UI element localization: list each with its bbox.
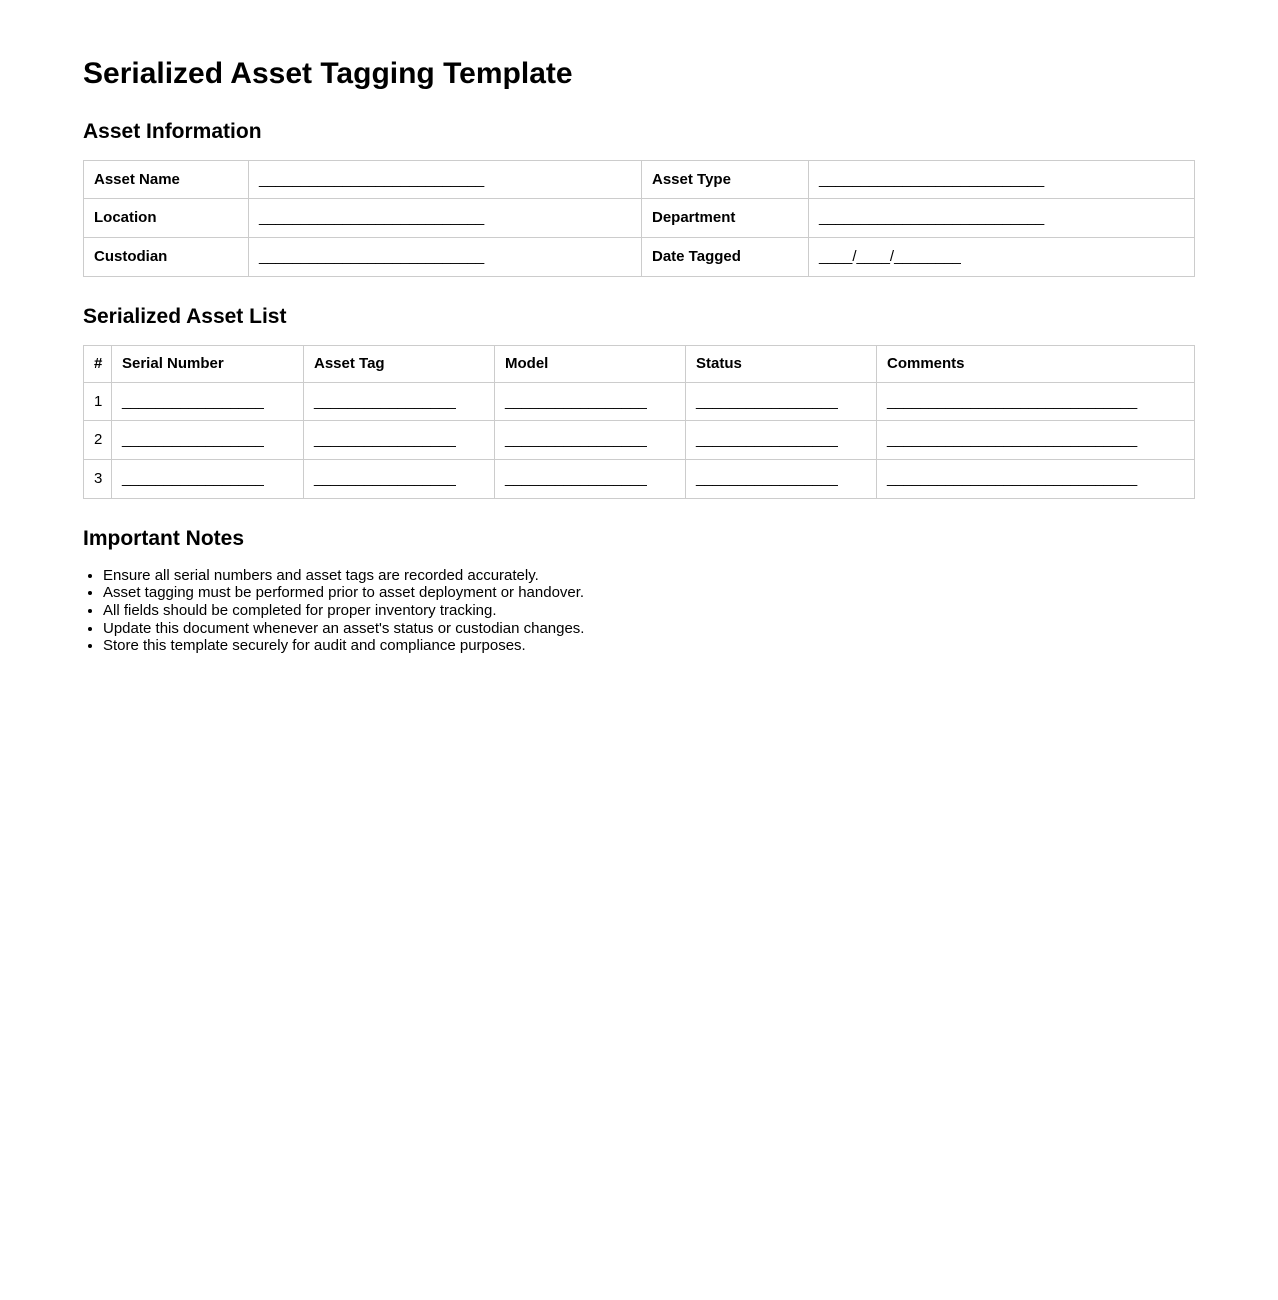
table-row — [84, 238, 1195, 277]
column-header-status: Status — [686, 345, 877, 382]
page-title: Serialized Asset Tagging Template — [83, 57, 573, 90]
table-row — [84, 459, 1195, 498]
asset-information-table — [83, 160, 1195, 277]
cell-comments: ______________________________ — [877, 459, 1195, 498]
column-header-index: # — [84, 345, 112, 382]
serialized-asset-list-table — [83, 345, 1195, 499]
cell-comments: ______________________________ — [877, 421, 1195, 460]
cell-asset-tag: _________________ — [304, 459, 495, 498]
field-line-custodian: ___________________________ — [249, 238, 642, 277]
cell-serial-number: _________________ — [112, 382, 304, 421]
field-line-department: ___________________________ — [809, 199, 1195, 238]
field-label-department: Department — [642, 199, 809, 238]
cell-serial-number: _________________ — [112, 459, 304, 498]
table-row — [84, 382, 1195, 421]
table-header-row — [84, 345, 1195, 382]
cell-asset-tag: _________________ — [304, 421, 495, 460]
field-label-asset-name: Asset Name — [84, 160, 249, 199]
section-heading-serialized-asset-list: Serialized Asset List — [83, 304, 287, 328]
row-index: 3 — [84, 459, 112, 498]
cell-status: _________________ — [686, 421, 877, 460]
list-item: • Update this document whenever an asset's status or custodian changes. — [103, 620, 1195, 638]
cell-comments: ______________________________ — [877, 382, 1195, 421]
field-label-date-tagged: Date Tagged — [642, 238, 809, 277]
cell-asset-tag: _________________ — [304, 382, 495, 421]
cell-status: _________________ — [686, 459, 877, 498]
table-row — [84, 199, 1195, 238]
column-header-serial-number: Serial Number — [112, 345, 304, 382]
list-item: • All fields should be completed for proper inventory tracking. — [103, 602, 1195, 620]
column-header-model: Model — [495, 345, 686, 382]
section-heading-important-notes: Important Notes — [83, 526, 245, 550]
list-item: • Asset tagging must be performed prior to asset deployment or handover. — [103, 584, 1195, 602]
cell-serial-number: _________________ — [112, 421, 304, 460]
field-line-location: ___________________________ — [249, 199, 642, 238]
section-heading-asset-information: Asset Information — [83, 119, 262, 143]
list-item: • Ensure all serial numbers and asset tags are recorded accurately. — [103, 567, 1195, 585]
field-label-asset-type: Asset Type — [642, 160, 809, 199]
cell-status: _________________ — [686, 382, 877, 421]
important-notes-list — [83, 567, 1195, 655]
field-label-location: Location — [84, 199, 249, 238]
table-row — [84, 421, 1195, 460]
table-row — [84, 160, 1195, 199]
field-line-asset-name: ___________________________ — [249, 160, 642, 199]
cell-model: _________________ — [495, 421, 686, 460]
cell-model: _________________ — [495, 382, 686, 421]
field-line-asset-type: ___________________________ — [809, 160, 1195, 199]
column-header-comments: Comments — [877, 345, 1195, 382]
field-line-date-tagged: ____/____/________ — [809, 238, 1195, 277]
field-label-custodian: Custodian — [84, 238, 249, 277]
list-item: • Store this template securely for audit and compliance purposes. — [103, 637, 1195, 655]
row-index: 2 — [84, 421, 112, 460]
row-index: 1 — [84, 382, 112, 421]
cell-model: _________________ — [495, 459, 686, 498]
column-header-asset-tag: Asset Tag — [304, 345, 495, 382]
